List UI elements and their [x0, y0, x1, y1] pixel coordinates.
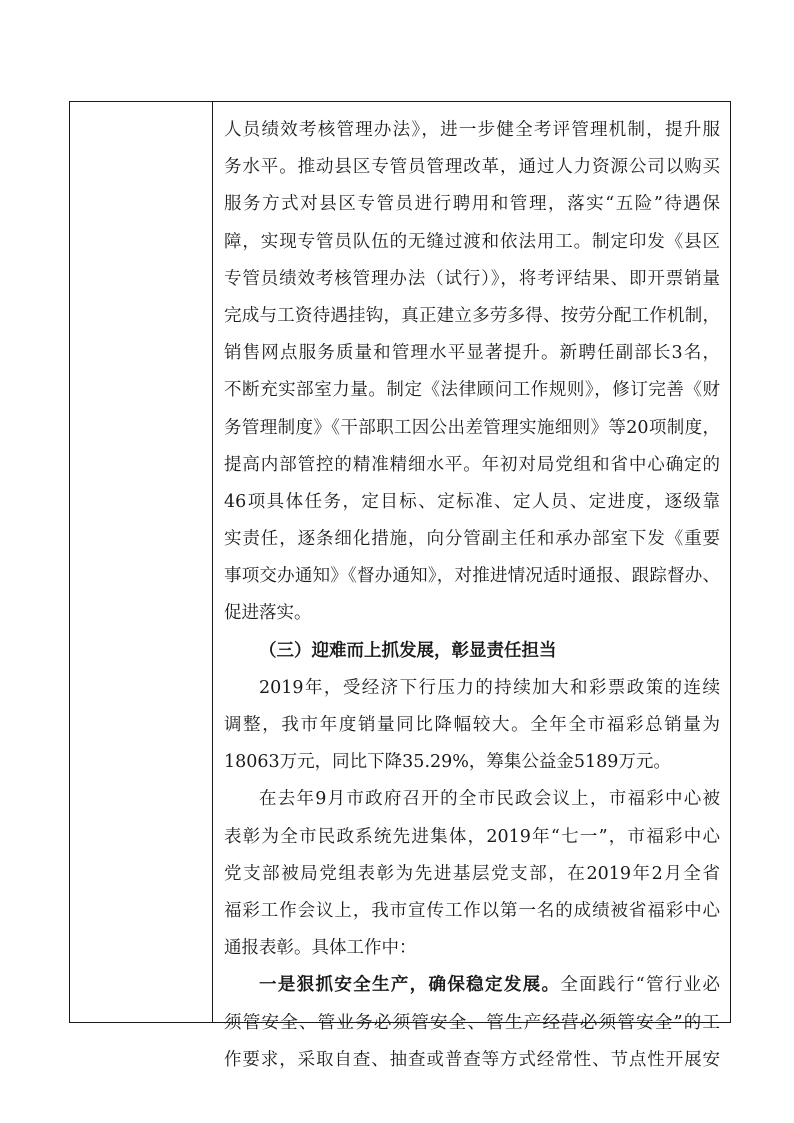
text-line: 通报表彰。具体工作中： [224, 938, 417, 959]
text-line: 须管安全、管业务必须管安全、管生产经营必须管安全”的工 [224, 1012, 720, 1033]
section-heading: （三）迎难而上抓发展，彰显责任担当 [259, 640, 557, 661]
text-line: 表彰为全市民政系统先进集体，2019年“七一”，市福彩中心 [224, 826, 720, 847]
bold-lead: 一是狠抓安全生产，确保稳定发展。 [259, 975, 561, 996]
text-line: 销售网点服务质量和管理水平显著提升。新聘任副部长3名， [224, 343, 720, 364]
text-line: 福彩工作会议上，我市宣传工作以第一名的成绩被省福彩中心 [224, 900, 720, 921]
text-line: 2019年，受经济下行压力的持续加大和彩票政策的连续 [259, 677, 720, 698]
text-line: 18063万元，同比下降35.29%，筹集公益金5189万元。 [224, 752, 671, 773]
text-line: 实责任，逐条细化措施，向分管副主任和承办部室下发《重要 [224, 529, 720, 550]
text-line: 不断充实部室力量。制定《法律顾问工作规则》，修订完善《财 [224, 380, 720, 401]
text-line: 务水平。推动县区专管员管理改革，通过人力资源公司以购买 [224, 157, 720, 178]
column-divider [212, 102, 213, 1022]
text-line: 人员绩效考核管理办法》，进一步健全考评管理机制，提升服 [224, 120, 720, 140]
text-line: 完成与工资待遇挂钩，真正建立多劳多得、按劳分配工作机制， [224, 305, 720, 326]
text-line: 调整，我市年度销量同比降幅较大。全年全市福彩总销量为 [224, 715, 720, 735]
text-line: 事项交办通知》《督办通知》，对推进情况适时通报、跟踪督办、 [224, 566, 720, 587]
text-line: 提高内部管控的精准精细水平。年初对局党组和省中心确定的 [224, 454, 720, 475]
document-body [224, 112, 720, 1079]
text-line: 在去年9月市政府召开的全市民政会议上，市福彩中心被 [259, 789, 720, 810]
text-line: 作要求，采取自查、抽查或普查等方式经常性、节点性开展安 [224, 1049, 720, 1070]
table-frame [69, 101, 731, 1070]
text-line: 障，实现专管员队伍的无缝过渡和依法用工。制定印发《县区 [224, 231, 720, 252]
text-line: 务管理制度》《干部职工因公出差管理实施细则》等20项制度， [224, 417, 720, 438]
text-line: 专管员绩效考核管理办法（试行）》，将考评结果、即开票销量 [224, 268, 720, 289]
text-line: 46项具体任务，定目标、定标准、定人员、定进度，逐级靠 [224, 491, 720, 512]
text-line [224, 967, 720, 1004]
text-line: 党支部被局党组表彰为先进基层党支部，在2019年2月全省 [224, 863, 720, 884]
text-line: 服务方式对县区专管员进行聘用和管理，落实“五险”待遇保 [224, 194, 720, 215]
text-run: 全面践行“管行业必 [560, 975, 720, 996]
text-line: 促进落实。 [224, 603, 312, 624]
